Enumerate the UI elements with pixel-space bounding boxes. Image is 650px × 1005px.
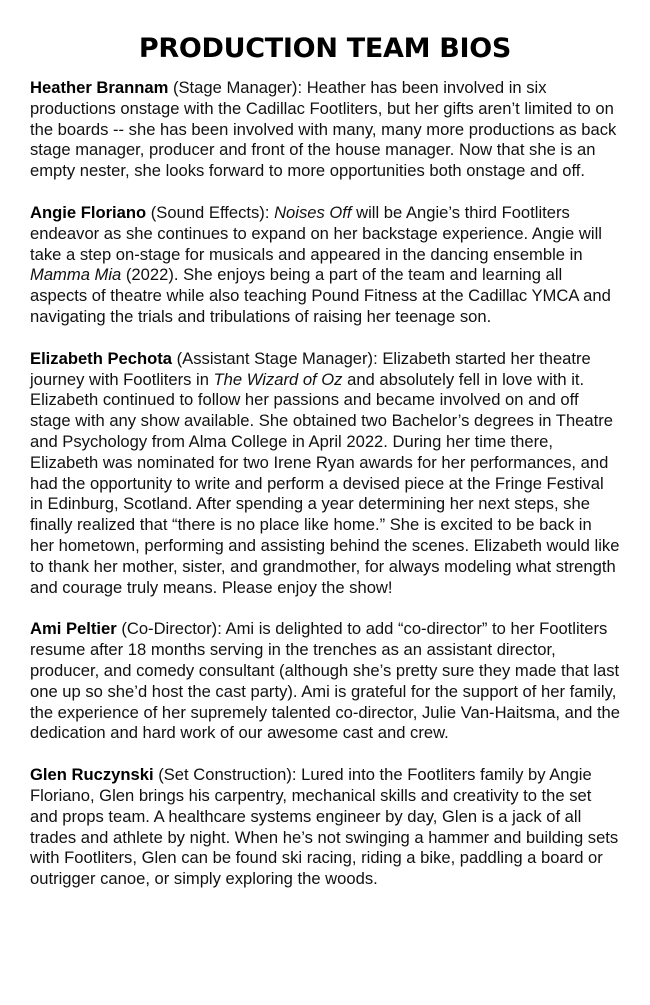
bio-angie-floriano xyxy=(30,203,620,328)
bio-text: and absolutely fell in love with it. Elizabeth continued to follow her passions and became involved on and off stage with any show available. She obtained two Bachelor’s degrees in Theatre and Psychology from Alma College in April 2022. During her time there, Elizabeth was nominated for two Irene Ryan awards for her performances, and had the opportunity to write and perform a devised piece at the Fringe Festival in Edinburg, Scotland. After spending a year determining her next steps, she finally realized that “there is no place like home.” She is excited to be back in her hometown, performing and assisting behind the scenes. Elizabeth would like to thank her mother, sister, and grandmother, for always modeling what strength and courage truly means. Please enjoy the show! xyxy=(30,369,620,597)
bio-role: (Assistant Stage Manager): xyxy=(172,348,383,368)
bio-text: Ami is delighted to add “co-director” to her Footliters resume after 18 months serving in the trenches as an assistant director, producer, and comedy consultant (although she’s pretty sure they made that last one up so she’d host the cast party). Ami is grateful for the support of her family, the experience of her supremely talented co-director, Julie Van-Haitsma, and the dedication and hard work of our awesome cast and crew. xyxy=(30,619,621,743)
bio-text: Lured into the Footliters family by Angie Floriano, Glen brings his carpentry, mechanical skills and creativity to the set and props team. A healthcare systems engineer by day, Glen is a jack of all trades and athlete by night. When he’s not swinging a hammer and building sets with Footliters, Glen can be found ski racing, riding a bike, paddling a board or outrigger canoe, or simply exploring the woods. xyxy=(30,765,619,889)
bio-text: (2022). She enjoys being a part of the team and learning all aspects of theatre while also teaching Pound Fitness at the Cadillac YMCA and navigating the trials and tribulations of raising her teenage son. xyxy=(30,265,611,326)
bio-glen-ruczynski xyxy=(30,765,620,890)
bio-text: Heather has been involved in six productions onstage with the Cadillac Footliters, but her gifts aren’t limited to on the boards -- she has been involved with many, many more productions as back stage manager, producer and front of the house manager. Now that she is an empty nester, she looks forward to more opportunities both onstage and off. xyxy=(30,78,617,181)
show-title: Mamma Mia xyxy=(30,265,122,285)
bio-elizabeth-pechota xyxy=(30,349,620,599)
show-title: The Wizard of Oz xyxy=(213,369,343,389)
bio-name: Elizabeth Pechota xyxy=(30,348,173,368)
bio-text: will be Angie’s third Footliters endeavor as she continues to expand on her backstage experience. Angie will take a step on-stage for musicals and appeared in the dancing ensemble in xyxy=(30,202,602,264)
bio-role: (Stage Manager): xyxy=(168,78,307,97)
bio-role: (Set Construction): xyxy=(153,765,302,785)
bio-name: Ami Peltier xyxy=(30,619,117,639)
bio-role: (Sound Effects): xyxy=(146,202,275,222)
bio-heather-brannam xyxy=(30,78,620,182)
bio-text: Elizabeth started her theatre journey with Footliters in xyxy=(30,348,591,389)
bio-name: Glen Ruczynski xyxy=(30,765,154,785)
bio-name: Heather Brannam xyxy=(30,78,169,97)
show-title: Noises Off xyxy=(274,202,352,222)
bio-role: (Co-Director): xyxy=(116,619,226,639)
bio-ami-peltier xyxy=(30,619,620,744)
bio-name: Angie Floriano xyxy=(30,202,147,222)
page-title: PRODUCTION TEAM BIOS xyxy=(138,33,512,64)
